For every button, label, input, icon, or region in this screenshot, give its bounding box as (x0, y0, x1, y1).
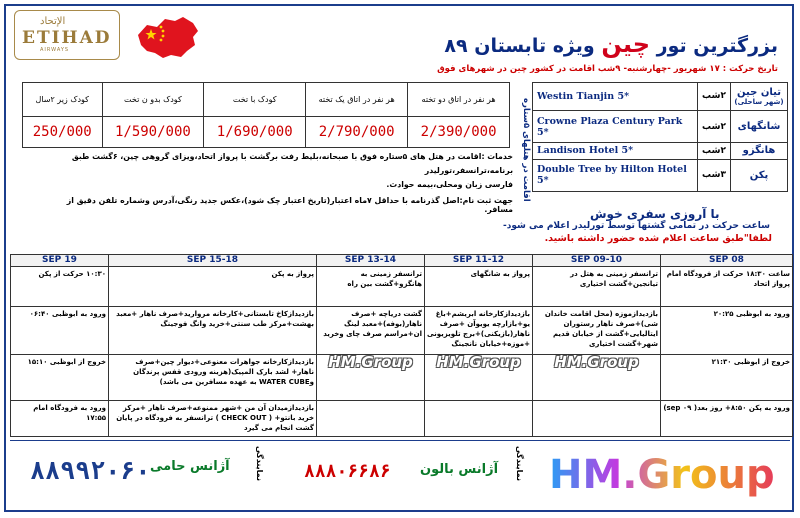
schedule-cell (425, 401, 533, 437)
agency-balloon: آژانس بالون (420, 462, 499, 477)
schedule-cell: بازدیدازکاخ تابستانی+کارخانه مروارید+صرف ناهار +معبد بهشت+مرکز طب سنتی+خرید وانگ فوجینگ (109, 307, 317, 355)
logo-arabic: الإتحاد (40, 16, 66, 27)
hotel-nights: ۲شب (698, 83, 731, 111)
departure-note: ساعت حرکت در تمامی گشتها توسط تورلیدر اعلام می شود- (503, 221, 770, 231)
vertical-label: اقامت در هتلهای ۵ستاره (521, 98, 531, 202)
schedule-cell: بازدیدازکارخانه ابریشم+باغ یو+بازارچه یویوآن +صرف ناهار(بازیکنی)+برج تلویزیونی +موزه+خیابان نانجینگ (425, 307, 533, 355)
schedule-cell: ترانسفر زمینی به هتل در تیانجین+گشت اختیاری (533, 267, 661, 307)
title-china: چین (601, 30, 651, 58)
phone-balloon: ۸۸۸۰۶۶۸۶ (304, 461, 391, 482)
price-value: 250/000 (23, 117, 103, 148)
schedule-table (10, 254, 793, 437)
price-header: کودک بدو ن تخت (102, 83, 204, 117)
hotel-name: Westin Tianjin 5* (533, 83, 698, 111)
brand-text: HM.Group (549, 452, 775, 498)
hotel-name: Landison Hotel 5* (533, 143, 698, 160)
schedule-cell: ورود به ابوظبی ۰۶:۴۰ (11, 307, 109, 355)
price-header: کودک با تخت (204, 83, 306, 117)
departure-line: تاریخ حرکت : ۱۷ شهریور -چهارشنبه- ۹شب اقامت در کشور چین در شهرهای فوق (437, 64, 778, 74)
schedule-header: 09-10 SEP (533, 255, 661, 267)
rep-label: نمایندگی (255, 446, 264, 482)
watermark: HM.Group (533, 355, 661, 401)
wish-text: با آروزی سفری خوش (590, 207, 720, 221)
schedule-header: 19 SEP (11, 255, 109, 267)
hotel-city: شانگهای (731, 110, 788, 142)
phone-hami: ۸۸۹۹۲۰۶۰ (30, 456, 151, 485)
schedule-cell: ورود به پکن ۸:۵۰+ روز بعد( ۰۹ sep) (661, 401, 793, 437)
schedule-cell: بازدیدازمیدان آن من +شهر ممنوعه+صرف ناهار +مرکز خرید بانتو+ ( CHECK OUT ) ترانسفر به فرودگاه در پایان گشت انجام می گیرد (109, 401, 317, 437)
page-title: بزرگترین تور چین ویژه تابستان ۸۹ (444, 30, 778, 58)
hotel-nights: ۲شب (698, 110, 731, 142)
schedule-cell: ورود به ابوظبی ۲۰:۲۵ (661, 307, 793, 355)
hotel-name: Crowne Plaza Century Park 5* (533, 110, 698, 142)
schedule-cell: ساعت ۱۸:۳۰ حرکت از فرودگاه امام پرواز اتحاد (661, 267, 793, 307)
schedule-cell: ترانسفر زمینی به هانگزو+گشت بین راه (317, 267, 425, 307)
schedule-cell: ۱۰:۳۰ حرکت از پکن (11, 267, 109, 307)
price-header: هر نفر در اتاق دو تخته (408, 83, 510, 117)
hotel-city: تیان جین (شهر ساحلی) (731, 83, 788, 111)
hotel-city: هانگزو (731, 143, 788, 160)
schedule-cell: گشت دریاچه +صرف ناهار(بوفه)+معبد لینگ ان+مراسم صرف چای وخرید (317, 307, 425, 355)
price-value: 1/690/000 (204, 117, 306, 148)
footer-divider (10, 440, 790, 441)
price-value: 1/590/000 (102, 117, 204, 148)
attendance-note: لطفا"طبق ساعت اعلام شده حضور داشته باشید. (544, 233, 772, 244)
schedule-header: 11-12 SEP (425, 255, 533, 267)
schedule-cell (533, 401, 661, 437)
hotel-city: پکن (731, 159, 788, 191)
schedule-cell (317, 401, 425, 437)
brand-logo (545, 446, 785, 498)
hotel-name: Double Tree by Hilton Hotel 5* (533, 159, 698, 191)
price-table (22, 82, 510, 148)
logo-english: ETIHAD (22, 28, 112, 48)
price-value: 2/390/000 (408, 117, 510, 148)
schedule-cell: خروج از ابوظبی ۱۵:۱۰ (11, 355, 109, 401)
schedule-cell: پرواز به شانگهای (425, 267, 533, 307)
hotel-nights: ۳شب (698, 159, 731, 191)
schedule-header: 08 SEP (661, 255, 793, 267)
hotel-table (532, 82, 788, 192)
schedule-cell: بازدیدازموزه (محل اقامت خاندان شی)+صرف ناهار رستوران ایتالیایی+گشت از خیابان قدیم شهر+گشت اختیاری (533, 307, 661, 355)
agency-hami: آژانس حامی (150, 459, 230, 474)
schedule-header: 13-14 SEP (317, 255, 425, 267)
hotel-nights: ۲شب (698, 143, 731, 160)
china-map-icon (135, 15, 201, 60)
schedule-cell: خروج از ابوظبی ۲۱:۳۰ (661, 355, 793, 401)
price-header: کودک زیر ۲سال (23, 83, 103, 117)
price-value: 2/790/000 (306, 117, 408, 148)
schedule-cell: ورود به فرودگاه امام ۱۷:۵۵ (11, 401, 109, 437)
watermark: HM.Group (425, 355, 533, 401)
schedule-cell: پرواز به پکن (109, 267, 317, 307)
logo-sub: AIRWAYS (40, 47, 70, 53)
schedule-cell: بازدیدازکارخانه جواهرات معنوعی+دیوار چین+صرف ناهار+ لشد بارک المپیک(هزینه ورودی قفس پرندگان وWATER CUBE به عهده مسافرین می باشد) (109, 355, 317, 401)
rep-label: نمایندگی (515, 446, 524, 482)
price-header: هر نفر در اتاق یک تخته (306, 83, 408, 117)
services-text: خدمات :اقامت در هتل های ۵ستاره فوق با صبحانه،بلیط رفت برگشت با پرواز اتحاد،ویزای گروهی چین، ۶گشت طبق برنامه،ترانسفر،تورلیدر فارسی زبان ومحلی،بیمه حوادث. (71, 152, 513, 189)
watermark: HM.Group (317, 355, 425, 401)
passport-note: جهت ثبت نام:اصل گذرنامه با حداقل ۷ماه اعتبار(تاریخ اعتبار چک شود)،عکس جدید رنگی،آدرس وشماره تلفن دقیق از مسافر. (66, 196, 513, 214)
schedule-header: 15-18 SEP (109, 255, 317, 267)
